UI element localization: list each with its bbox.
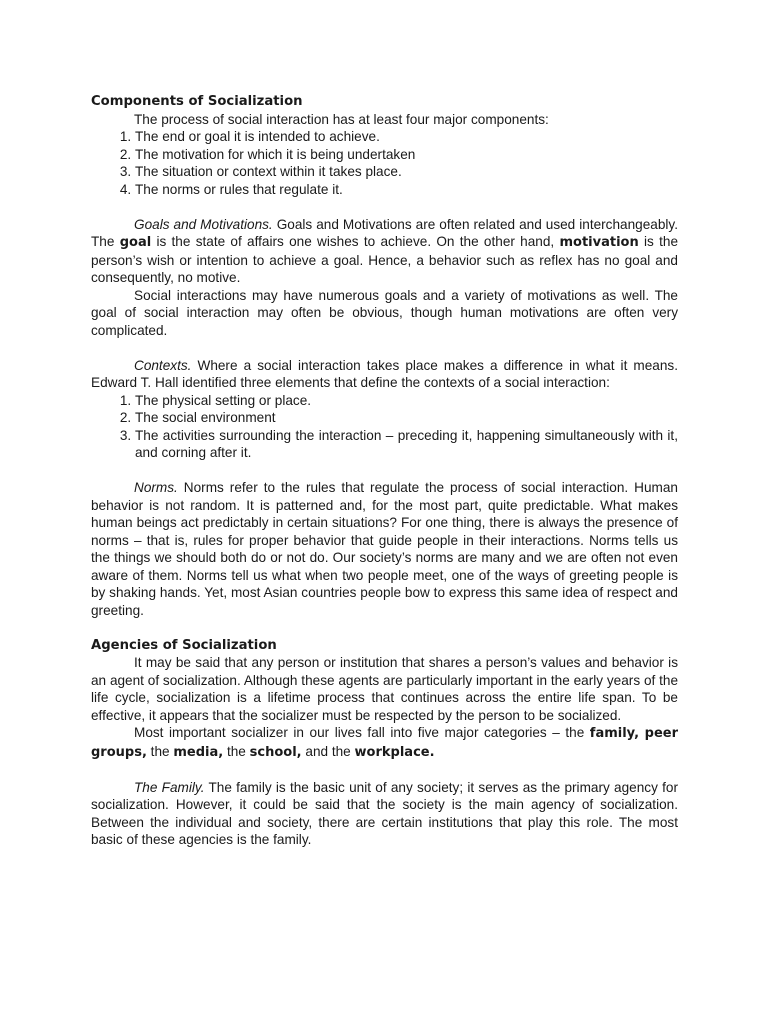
separator: the [223, 743, 250, 759]
goals-text-b: is the state of affairs one wishes to achieve. On the other hand, [151, 234, 560, 249]
goals-term: Goals and Motivations. [134, 216, 273, 232]
list-item: 3. The activities surrounding the interaction – preceding it, happening simultaneously with it, and corning after it. [135, 427, 678, 462]
list-item: 2. The motivation for which it is being undertaken [135, 146, 678, 164]
contexts-text: Where a social interaction takes place makes a difference in what it means. Edward T. Hall identified three elements that define the contexts of a social interaction: [91, 357, 678, 390]
norms-term: Norms. [134, 480, 178, 495]
peer-groups-keyword: peer groups, [91, 726, 678, 760]
components-intro: The process of social interaction has at least four major components: [134, 111, 549, 127]
agencies-paragraph-2 [91, 724, 678, 761]
family-keyword: family, [589, 726, 640, 741]
goal-keyword: goal [119, 235, 152, 250]
norms-text: Norms refer to the rules that regulate the process of social interaction. Human behavior is not random. It is patterned and, for the most part, quite predictable. What makes human beings act predictably in certain situations? For one thing, there is always the presence of norms – that is, rules for proper behavior that guide people in their interactions. Norms tells us the things we should both do or not do. Our society’s norms are many and we are often not even aware of them. Norms tell us what when two people meet, one of the ways of greeting people is by shaking hands. Yet, most Asian countries people bow to express this same idea of respect and greeting. [91, 480, 678, 618]
components-list [91, 128, 678, 198]
school-keyword: school, [249, 744, 302, 760]
workplace-keyword: workplace. [354, 744, 435, 760]
contexts-paragraph [91, 357, 678, 392]
goals-text-a: Goals and Motivations are often related and used interchangeably. The [91, 216, 678, 249]
family-text: The family is the basic unit of any society; it serves as the primary agency for socialization. However, it could be said that the society is the main agency of socialization. Between the individual and society, there are certain institutions that play this role. The most basic of these agencies is the family. [91, 779, 678, 847]
goals-text-c: is the person’s wish or intention to achieve a goal. Hence, a behavior such as reflex has no goal and consequently, no motive. [91, 234, 679, 285]
section-heading-components: Components of Socialization [91, 94, 303, 109]
family-paragraph [91, 779, 678, 849]
motivation-keyword: motivation [559, 235, 639, 250]
goals-paragraph [91, 216, 678, 287]
list-item: 2. The social environment [135, 409, 678, 427]
agencies-text-a: Most important socializer in our lives fall into five major categories – the [134, 725, 590, 740]
list-item: 1. The end or goal it is intended to achieve. [135, 128, 678, 146]
contexts-list [91, 392, 678, 462]
separator: the [146, 743, 174, 759]
list-item: 4. The norms or rules that regulate it. [135, 181, 678, 199]
contexts-term: Contexts. [134, 357, 192, 373]
agencies-paragraph: It may be said that any person or institution that shares a person’s values and behavior is an agent of socialization. Although these agents are particularly important in the early years of the life cycle, socialization is a lifetime process that continues across the entire life span. To be effective, it appears that the socializer must be respected by the person to be socialized. [91, 655, 678, 723]
list-item: 1. The physical setting or place. [135, 392, 678, 410]
list-item: 3. The situation or context within it takes place. [135, 163, 678, 181]
separator: and the [301, 743, 355, 759]
section-heading-agencies: Agencies of Socialization [91, 637, 277, 653]
goals-paragraph-2: Social interactions may have numerous goals and a variety of motivations as well. The goal of social interaction may often be obvious, though human motivations are often very complicated. [91, 287, 678, 338]
norms-paragraph [91, 479, 678, 619]
media-keyword: media, [173, 744, 224, 760]
family-term: The Family. [134, 779, 205, 795]
